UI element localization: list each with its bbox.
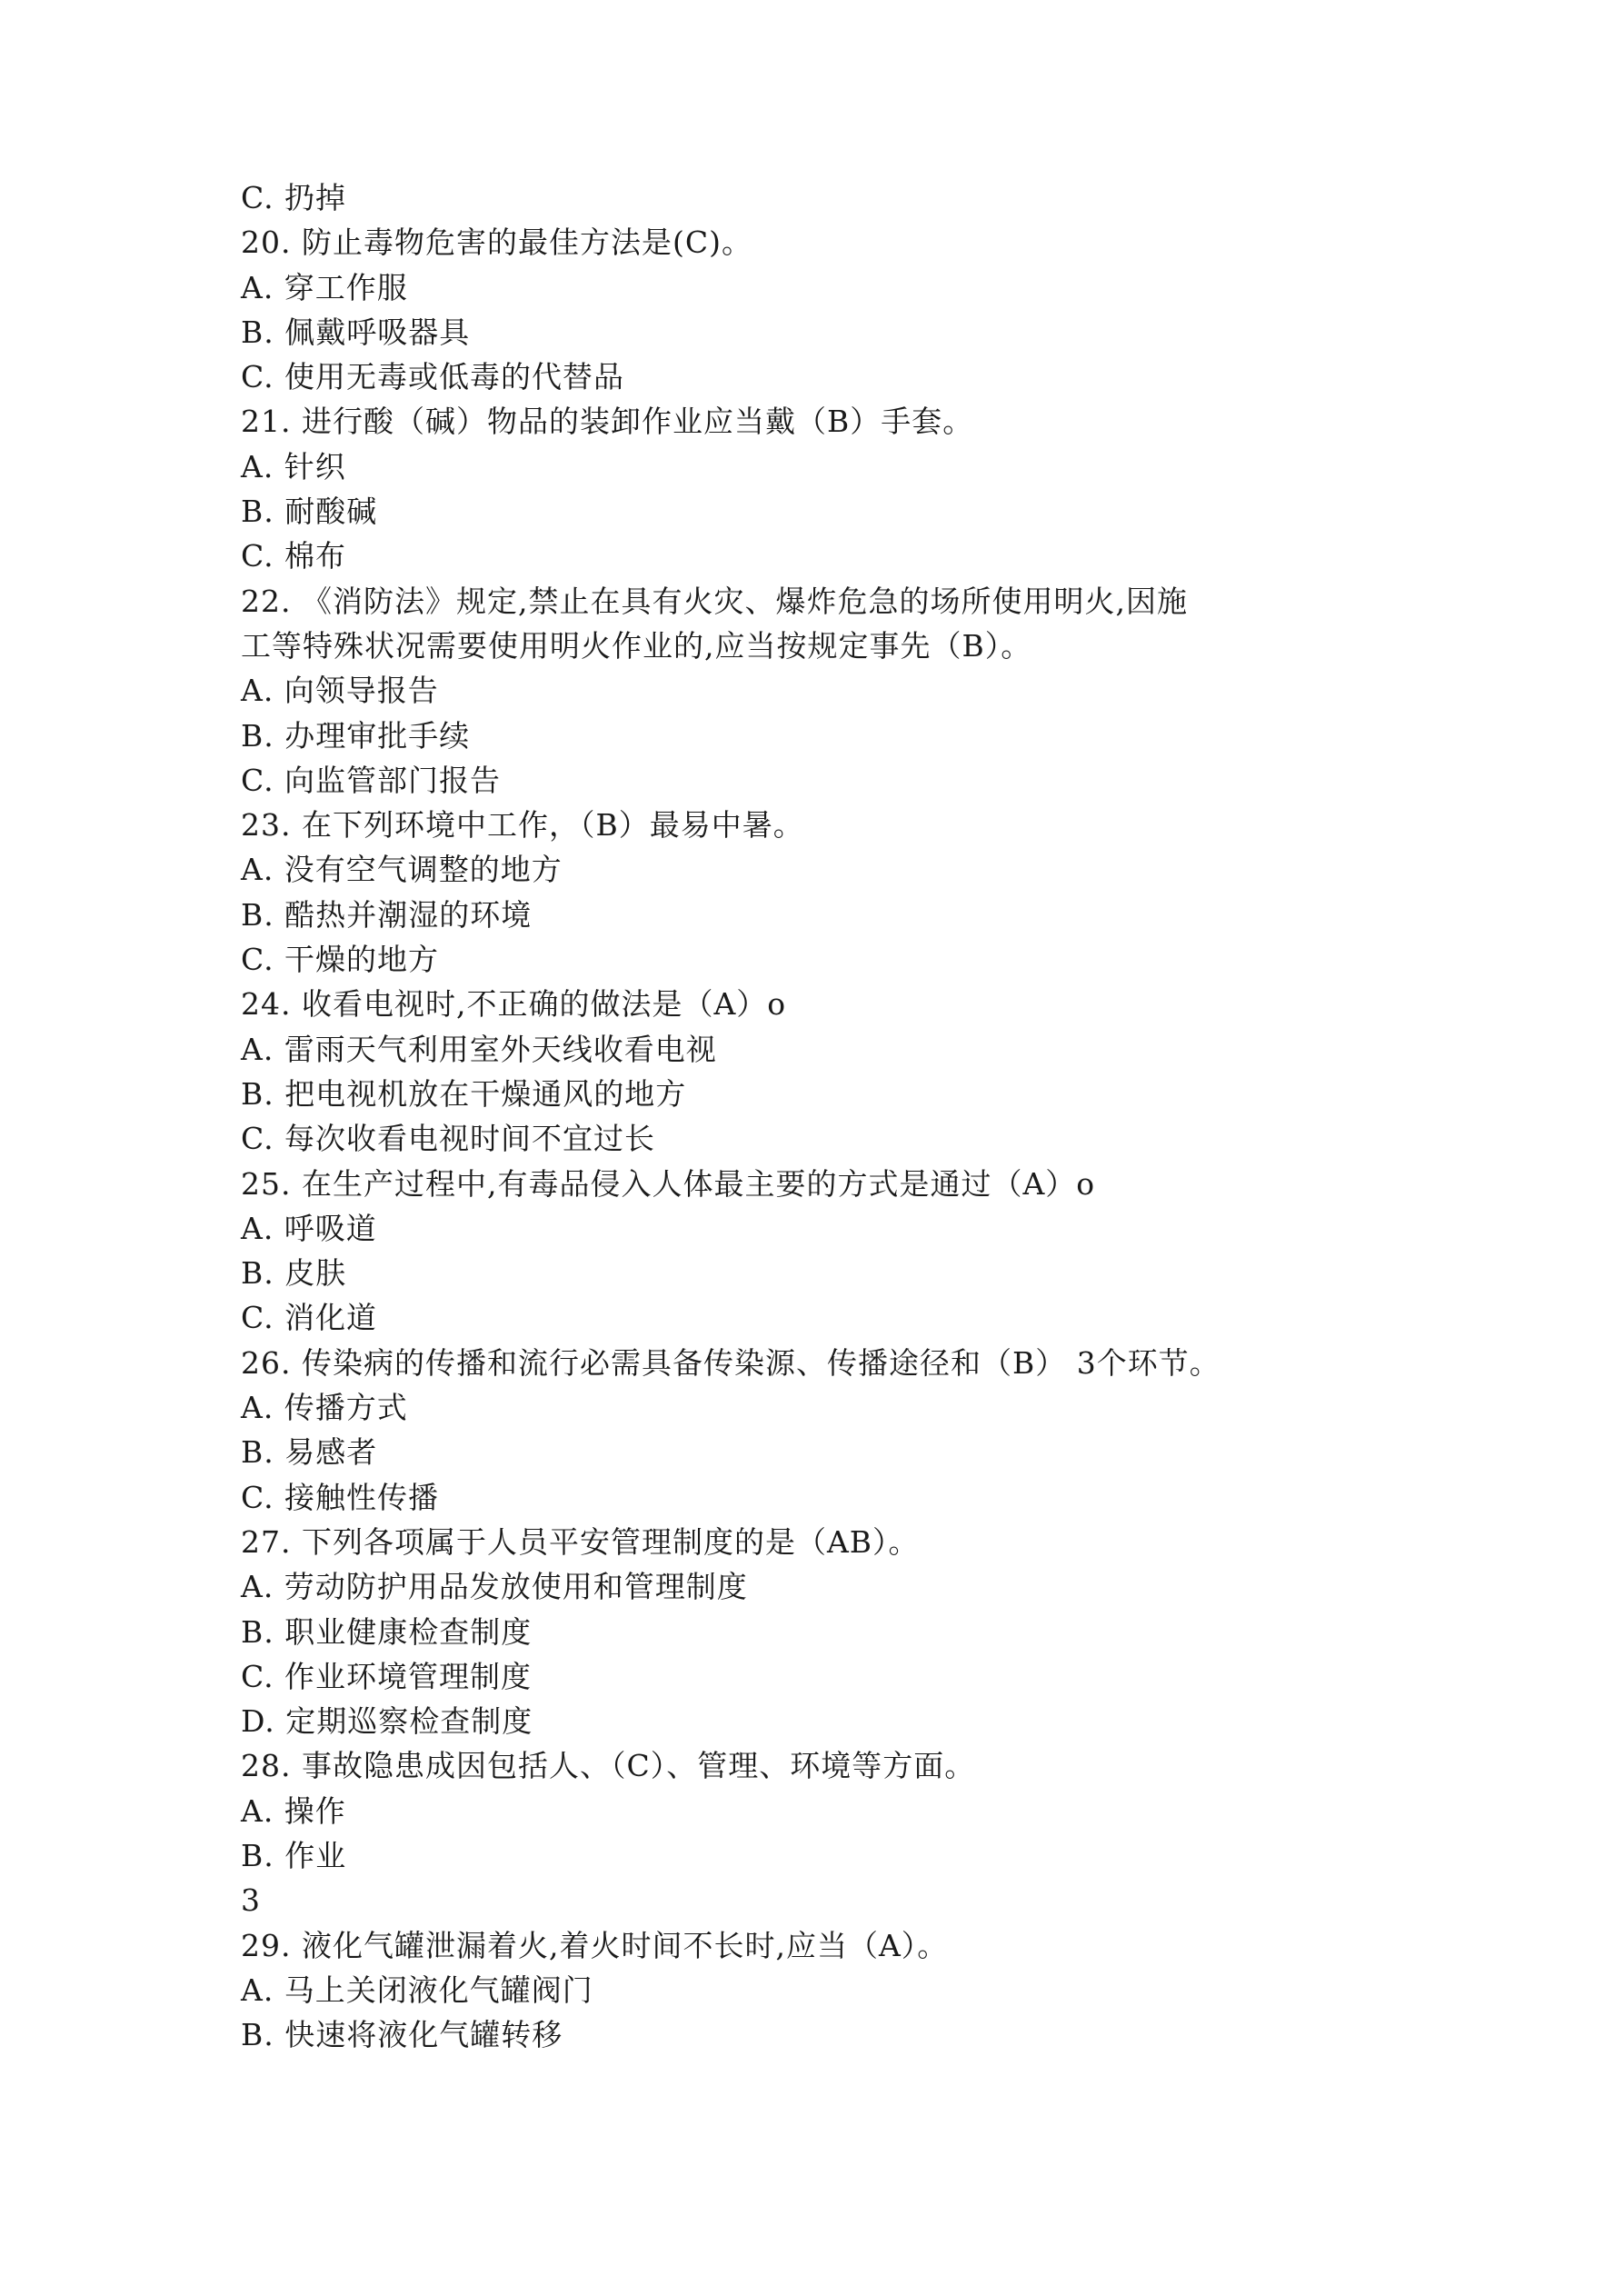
option-line: B. 佩戴呼吸器具 (241, 314, 471, 350)
option-line: A. 没有空气调整的地方 (241, 852, 563, 888)
option-line: C. 扔掉 (241, 180, 347, 215)
option-line: A. 针织 (241, 448, 346, 484)
option-line: A. 马上关闭液化气罐阀门 (241, 1972, 593, 2008)
question-21: 21. 进行酸（碱）物品的装卸作业应当戴（B）手套。 (241, 404, 974, 440)
option-line: B. 办理审批手续 (241, 717, 471, 754)
question-27: 27. 下列各项属于人员平安管理制度的是（AB）。 (241, 1523, 920, 1560)
option-line: B. 耐酸碱 (241, 494, 378, 530)
question-20: 20. 防止毒物危害的最佳方法是(C)。 (241, 225, 752, 261)
option-line: B. 皮肤 (241, 1255, 347, 1292)
option-line: A. 雷雨天气利用室外天线收看电视 (241, 1031, 717, 1067)
question-22: 22. 《消防法》规定,禁止在具有火灾、爆炸危急的场所使用明火,因施 (241, 583, 1188, 619)
question-24: 24. 收看电视时,不正确的做法是（A）o (241, 986, 787, 1023)
option-line: B. 把电视机放在干燥通风的地方 (241, 1075, 687, 1112)
option-line: C. 消化道 (241, 1300, 378, 1336)
option-line: A. 向领导报告 (241, 673, 439, 709)
option-line: B. 易感者 (241, 1434, 378, 1471)
question-29: 29. 液化气罐泄漏着火,着火时间不长时,应当（A）。 (241, 1927, 949, 1963)
option-line: C. 每次收看电视时间不宜过长 (241, 1121, 656, 1157)
option-line: B. 作业 (241, 1837, 347, 1873)
question-25: 25. 在生产过程中,有毒品侵入人体最主要的方式是通过（A）o (241, 1165, 1096, 1202)
page-number: 3 (241, 1882, 261, 1919)
option-line: A. 劳动防护用品发放使用和管理制度 (241, 1569, 748, 1605)
document-body (241, 175, 1295, 2057)
option-line: B. 快速将液化气罐转移 (241, 2017, 563, 2053)
question-23: 23. 在下列环境中工作，（B）最易中暑。 (241, 807, 804, 844)
option-line: B. 酷热并潮湿的环境 (241, 896, 533, 933)
option-line: A. 传播方式 (241, 1390, 408, 1426)
option-line: A. 呼吸道 (241, 1210, 377, 1246)
option-line: D. 定期巡察检查制度 (241, 1703, 533, 1740)
option-line: A. 操作 (241, 1792, 346, 1829)
option-line: C. 使用无毒或低毒的代替品 (241, 359, 625, 395)
option-line: C. 棉布 (241, 538, 347, 574)
question-26: 26. 传染病的传播和流行必需具备传染源、传播途径和（B） 3个环节。 (241, 1344, 1220, 1381)
question-22-continued: 工等特殊状况需要使用明火作业的,应当按规定事先（B）。 (241, 627, 1032, 664)
option-line: C. 接触性传播 (241, 1479, 440, 1515)
question-28: 28. 事故隐患成因包括人、（C）、管理、环境等方面。 (241, 1748, 976, 1784)
option-line: A. 穿工作服 (241, 269, 408, 305)
option-line: C. 向监管部门报告 (241, 762, 502, 798)
option-line: C. 干燥的地方 (241, 942, 440, 978)
option-line: B. 职业健康检查制度 (241, 1613, 533, 1650)
option-line: C. 作业环境管理制度 (241, 1658, 533, 1694)
